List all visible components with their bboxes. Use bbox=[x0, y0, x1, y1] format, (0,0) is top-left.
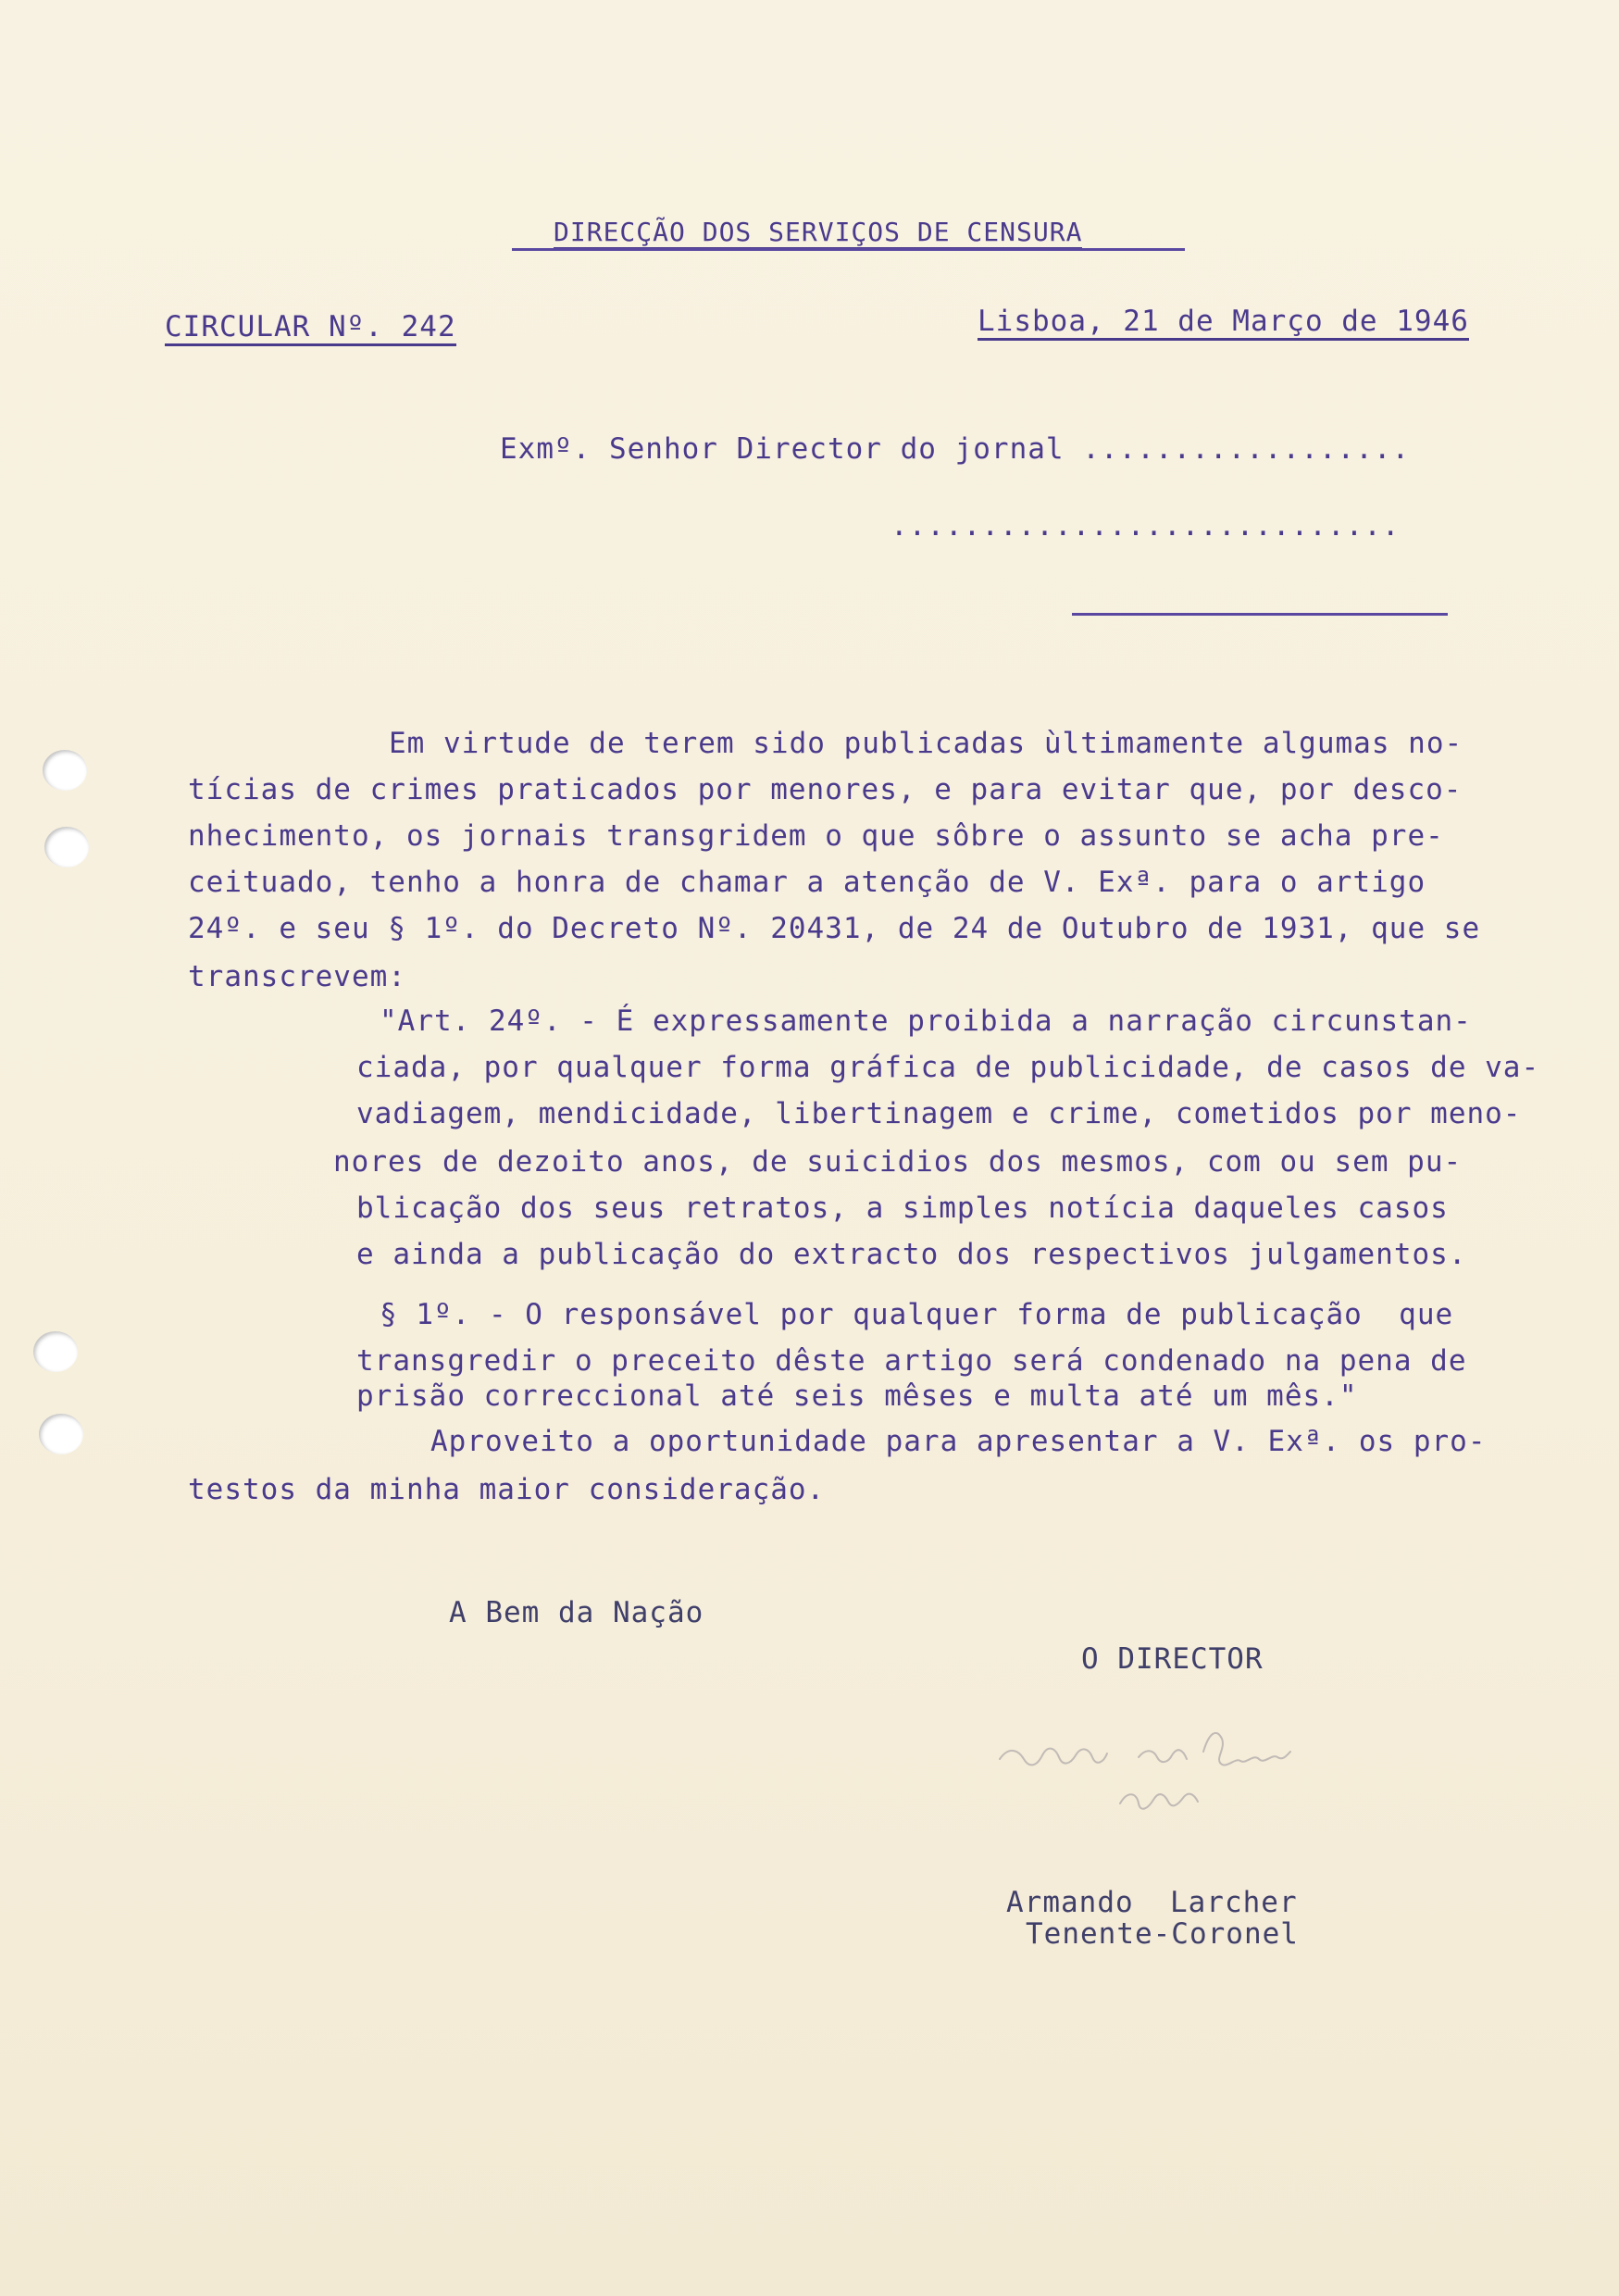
article-line: nores de dezoito anos, de suicidios dos mesmos, com ou sem pu- bbox=[333, 1145, 1463, 1179]
article-line: blicação dos seus retratos, a simples notícia daqueles casos bbox=[356, 1192, 1449, 1225]
paragraph-line: prisão correccional até seis mêses e multa até um mês." bbox=[356, 1379, 1358, 1413]
intro-line: ceituado, tenho a honra de chamar a atenção de V. Exª. para o artigo bbox=[188, 866, 1426, 899]
closing-line: Aproveito a oportunidade para apresentar a V. Exª. os pro- bbox=[430, 1425, 1487, 1458]
article-line: e ainda a publicação do extracto dos respectivos julgamentos. bbox=[356, 1238, 1467, 1271]
signatory-title: O DIRECTOR bbox=[1081, 1642, 1264, 1676]
place-date: Lisboa, 21 de Março de 1946 bbox=[978, 307, 1469, 341]
article-line: ciada, por qualquer forma gráfica de publicidade, de casos de va- bbox=[356, 1051, 1540, 1084]
article-line: "Art. 24º. - É expressamente proibida a narração circunstan- bbox=[380, 1004, 1472, 1038]
heading-rule bbox=[512, 248, 1185, 251]
signatory-name: Armando Larcher bbox=[1006, 1886, 1298, 1919]
intro-line: nhecimento, os jornais transgridem o que sôbre o assunto se acha pre- bbox=[188, 819, 1444, 853]
article-line: vadiagem, mendicidade, libertinagem e crime, cometidos por meno- bbox=[356, 1097, 1522, 1130]
addressee-line-2: ............................ bbox=[890, 509, 1401, 543]
paragraph-line: transgredir o preceito dêste artigo será condenado na pena de bbox=[356, 1344, 1467, 1378]
handwritten-signature bbox=[981, 1703, 1407, 1833]
valediction: A Bem da Nação bbox=[449, 1596, 704, 1629]
addressee-line-1: Exmº. Senhor Director do jornal .................. bbox=[500, 432, 1411, 466]
punch-hole bbox=[43, 750, 87, 791]
punch-hole bbox=[39, 1414, 83, 1454]
addressee-rule bbox=[1072, 613, 1448, 616]
office-heading: DIRECÇÃO DOS SERVIÇOS DE CENSURA bbox=[554, 219, 1082, 250]
intro-line: 24º. e seu § 1º. do Decreto Nº. 20431, de 24 de Outubro de 1931, que se bbox=[188, 912, 1481, 945]
circular-number: CIRCULAR Nº. 242 bbox=[165, 313, 456, 346]
intro-line: tícias de crimes praticados por menores, e para evitar que, por desco- bbox=[188, 773, 1463, 806]
intro-line: Em virtude de terem sido publicadas ùltimamente algumas no- bbox=[389, 727, 1463, 760]
intro-line: transcrevem: bbox=[188, 960, 406, 993]
paragraph-line: § 1º. - O responsável por qualquer forma de publicação que bbox=[380, 1298, 1454, 1331]
signatory-rank: Tenente-Coronel bbox=[1026, 1917, 1299, 1951]
punch-hole bbox=[33, 1331, 78, 1372]
closing-line: testos da minha maior consideração. bbox=[188, 1473, 826, 1506]
punch-hole bbox=[44, 827, 89, 867]
